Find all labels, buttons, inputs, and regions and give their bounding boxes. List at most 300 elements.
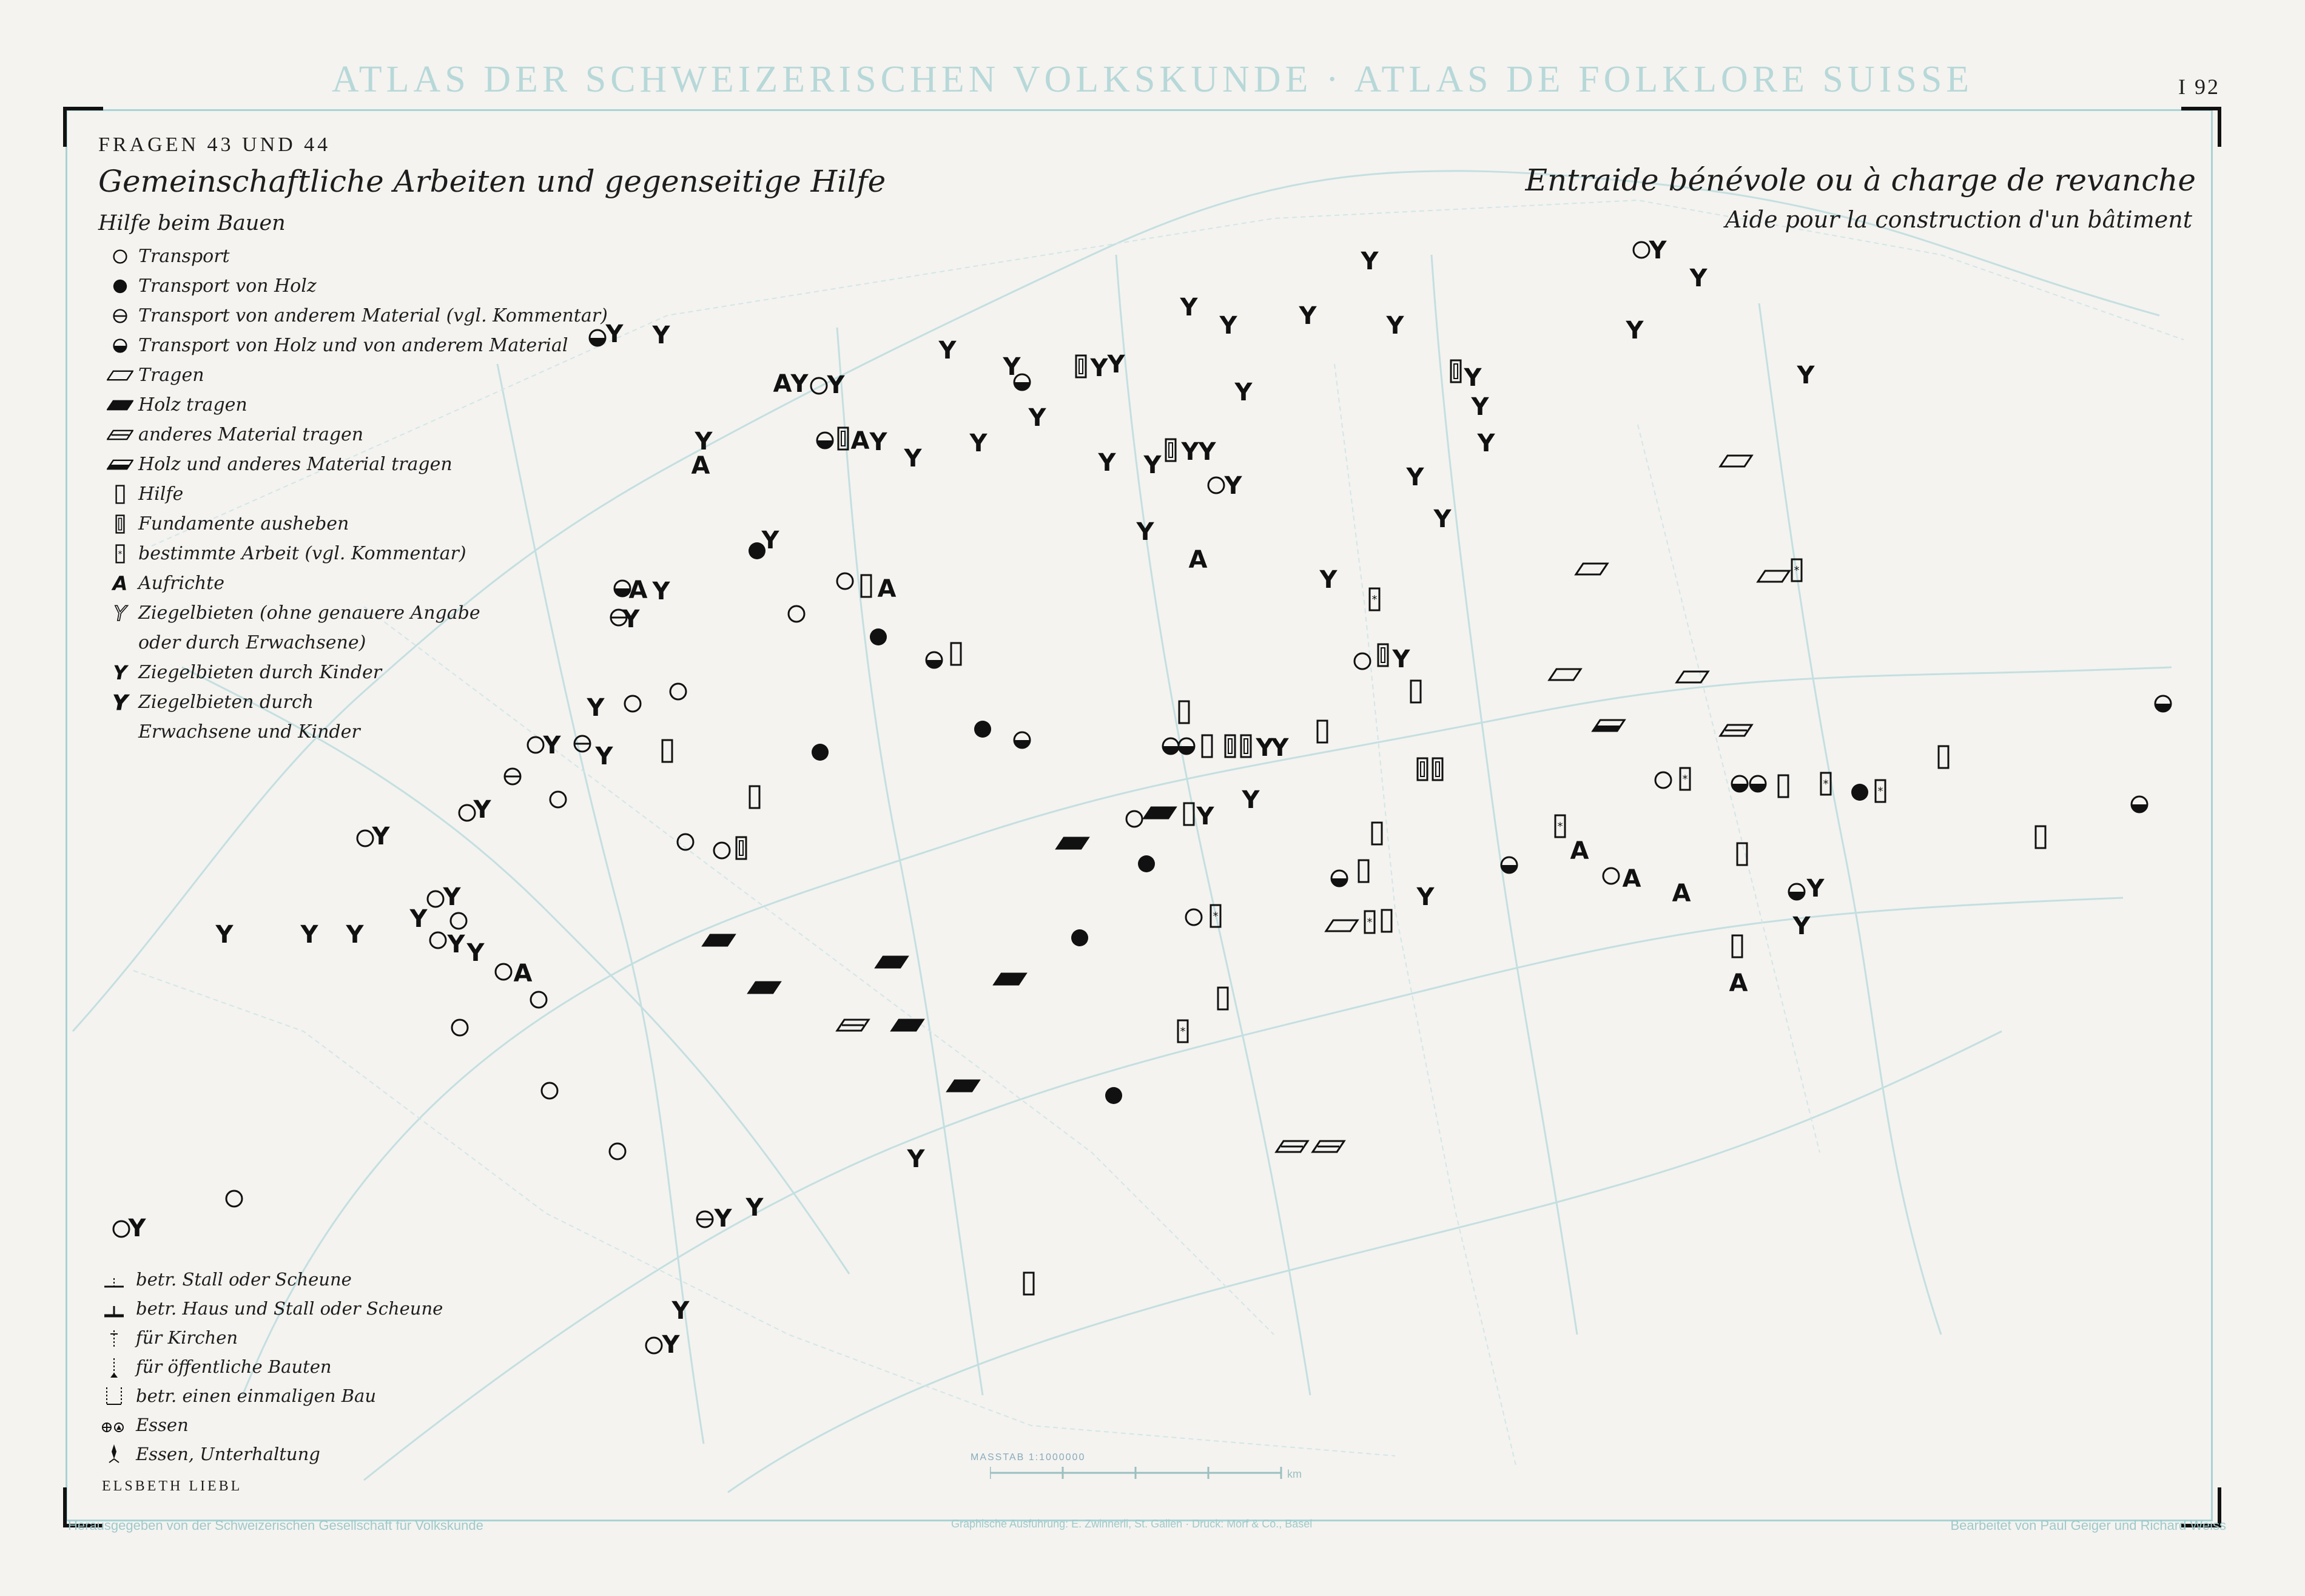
parallelogram-half-symbol <box>1593 720 1624 731</box>
modifier-label: betr. Stall oder Scheune <box>136 1269 352 1290</box>
legend-label: Holz und anderes Material tragen <box>138 454 453 475</box>
svg-text:Y: Y <box>466 939 485 967</box>
ziegelbieten-symbol <box>1464 364 1482 392</box>
circle-open-symbol <box>1126 811 1142 827</box>
aufrichte-symbol <box>1623 865 1641 893</box>
ziegelbieten-symbol <box>938 337 957 365</box>
rect-open-symbol <box>951 643 961 665</box>
ziegelbieten-symbol <box>1806 875 1825 903</box>
rect-open-symbol <box>1737 843 1747 865</box>
svg-text:Y: Y <box>1242 786 1260 814</box>
rect-star-symbol <box>1792 559 1802 581</box>
svg-text:*: * <box>1213 910 1219 923</box>
svg-text:Y: Y <box>1392 645 1410 673</box>
svg-text:Y: Y <box>1689 264 1708 292</box>
parallelogram-filled-symbol <box>947 1080 979 1091</box>
ziegelbieten-symbol <box>1477 429 1496 457</box>
printer-credit: Graphische Ausführung: E. Zwinnerli, St. Gallen · Druck: Morf & Co., Basel <box>951 1518 1313 1530</box>
ziegelbieten-symbol <box>1689 264 1708 292</box>
ziegelbieten-symbol <box>1098 449 1117 477</box>
parallelogram-bar-symbol <box>837 1020 869 1031</box>
rect-open-symbol <box>1202 735 1212 757</box>
ziegelbieten-symbol <box>543 732 562 759</box>
ziegelbieten-symbol <box>1386 312 1405 340</box>
legend-label: Transport von Holz und von anderem Material <box>138 335 568 356</box>
rect-open-symbol <box>1179 701 1189 723</box>
aufrichte-symbol <box>1672 880 1691 907</box>
ziegelbieten-symbol <box>761 527 780 554</box>
svg-text:Y: Y <box>1198 438 1216 466</box>
circle-half-symbol <box>2155 696 2171 712</box>
svg-text:Y: Y <box>113 601 127 626</box>
circle-open-symbol <box>1208 477 1224 493</box>
questions-label: FRAGEN 43 UND 44 <box>98 133 331 156</box>
svg-text:A: A <box>1729 969 1748 997</box>
svg-text:Y: Y <box>1028 404 1046 432</box>
legend-label: Ziegelbieten (ohne genauere Angabe <box>138 602 480 624</box>
ziegelbieten-symbol <box>662 1331 681 1359</box>
svg-text:Y: Y <box>1649 237 1667 264</box>
svg-text:Y: Y <box>1386 312 1404 340</box>
svg-text:A: A <box>1622 865 1641 893</box>
ziegelbieten-symbol <box>1234 379 1253 406</box>
circle-open-symbol <box>542 1083 557 1099</box>
rect-double-symbol <box>1225 735 1235 757</box>
svg-text:Y: Y <box>543 732 561 759</box>
ziegelbieten-symbol <box>300 921 319 949</box>
publisher-credit: Herausgegeben von der Schweizerischen Gesellschaft für Volkskunde <box>68 1518 483 1533</box>
ziegelbieten-symbol <box>215 921 234 949</box>
circle-open-symbol <box>1186 909 1202 925</box>
rect-star-symbol <box>1365 911 1375 933</box>
rect-open-symbol <box>1024 1273 1034 1295</box>
scale-unit: km <box>1287 1468 1302 1480</box>
ziegelbieten-symbol <box>1181 438 1200 466</box>
author: ELSBETH LIEBL <box>102 1478 243 1494</box>
rect-double-symbol <box>838 428 848 450</box>
svg-text:Y: Y <box>662 1331 680 1359</box>
aufrichte-symbol <box>878 575 897 603</box>
svg-text:Y: Y <box>1806 875 1825 903</box>
circle-bar-symbol <box>574 736 590 752</box>
parallelogram-filled-symbol <box>1057 838 1088 849</box>
svg-text:Y: Y <box>1003 353 1021 381</box>
rect-star-symbol <box>1680 768 1690 790</box>
ziegelbieten-symbol <box>372 823 391 850</box>
circle-open-symbol <box>496 964 511 980</box>
svg-text:Y: Y <box>827 371 845 399</box>
circle-half-symbol <box>2132 796 2147 812</box>
svg-text:Y: Y <box>1477 429 1495 457</box>
rect-open-symbol <box>1184 803 1194 825</box>
ziegelbieten-symbol <box>1649 237 1667 264</box>
svg-text:Y: Y <box>1626 317 1644 345</box>
svg-text:Y: Y <box>1416 883 1435 911</box>
ziegelbieten-symbol <box>1299 302 1317 330</box>
circle-half-symbol <box>1732 776 1748 792</box>
rect-double-symbol <box>736 837 746 859</box>
svg-text:Y: Y <box>904 445 922 473</box>
parallelogram-open-symbol <box>1720 456 1752 466</box>
title-german: Gemeinschaftliche Arbeiten und gegenseitige Hilfe <box>98 164 886 199</box>
subtitle-french: Aide pour la construction d'un bâtiment <box>1725 206 2192 233</box>
svg-text:Y: Y <box>938 337 957 365</box>
svg-text:Y: Y <box>969 429 988 457</box>
svg-text:Y: Y <box>1797 362 1815 389</box>
ziegelbieten-symbol <box>714 1205 733 1233</box>
svg-text:Y: Y <box>761 527 779 554</box>
rect-open-symbol <box>1732 935 1742 957</box>
rect-star-symbol <box>1876 780 1885 802</box>
rect-open-symbol <box>1359 860 1368 882</box>
rect-open-symbol <box>1382 910 1391 932</box>
ziegelbieten-symbol <box>622 605 641 633</box>
circle-bar-symbol <box>505 769 520 784</box>
svg-text:Y: Y <box>113 661 127 684</box>
rect-double-symbol <box>1076 355 1086 377</box>
parallelogram-open-symbol <box>1576 564 1607 574</box>
svg-text:Y: Y <box>671 1297 690 1325</box>
svg-text:A: A <box>691 452 710 480</box>
svg-text:Y: Y <box>346 921 364 949</box>
rect-open-symbol <box>2036 826 2045 848</box>
circle-open-symbol <box>528 737 543 753</box>
rect-open-symbol <box>1778 775 1788 797</box>
circle-half-symbol <box>1501 857 1517 873</box>
circle-filled-symbol <box>974 721 991 738</box>
svg-text:Y: Y <box>790 370 809 398</box>
legend-label: Erwachsene und Kinder <box>138 721 360 742</box>
ziegelbieten-symbol <box>1797 362 1815 389</box>
rect-open-symbol <box>861 575 871 597</box>
circle-half-symbol <box>1014 374 1030 390</box>
ziegelbieten-symbol <box>346 921 365 949</box>
svg-text:Y: Y <box>907 1145 925 1173</box>
svg-text:A: A <box>513 960 533 988</box>
svg-text:*: * <box>1367 916 1373 929</box>
rect-open-symbol <box>1411 681 1421 702</box>
ziegelbieten-symbol <box>904 445 923 473</box>
circle-open-symbol <box>430 932 446 948</box>
legend-label: anderes Material tragen <box>138 424 364 445</box>
modifier-label: Essen <box>136 1415 189 1435</box>
svg-text:Y: Y <box>128 1214 146 1242</box>
circle-filled-symbol <box>1105 1087 1122 1104</box>
rect-star-symbol <box>1555 815 1565 837</box>
svg-text:A: A <box>1672 880 1691 907</box>
svg-text:Y: Y <box>695 428 713 456</box>
circle-half-symbol <box>1750 776 1766 792</box>
parallelogram-open-symbol <box>1326 920 1358 931</box>
ziegelbieten-symbol <box>1003 353 1021 381</box>
circle-filled-symbol <box>1071 929 1088 946</box>
svg-text:Y: Y <box>587 694 605 722</box>
svg-text:Y: Y <box>1107 351 1125 379</box>
svg-text:Y: Y <box>1136 518 1154 546</box>
parallelogram-filled-symbol <box>1144 807 1176 818</box>
parallelogram-filled-symbol <box>749 982 780 993</box>
svg-text:Y: Y <box>112 690 128 715</box>
circle-half-symbol <box>1331 870 1347 886</box>
ziegelbieten-symbol <box>1406 463 1425 491</box>
ziegelbieten-symbol <box>790 370 809 398</box>
legend-label: Fundamente ausheben <box>138 513 349 534</box>
ziegelbieten-symbol <box>1196 803 1215 830</box>
aufrichte-symbol <box>514 960 533 988</box>
ziegelbieten-symbol <box>652 577 671 605</box>
circle-open-symbol <box>550 792 566 807</box>
circle-half-symbol <box>614 581 630 596</box>
ziegelbieten-symbol <box>1271 734 1290 762</box>
svg-text:A: A <box>628 576 648 604</box>
circle-open-symbol <box>811 378 827 394</box>
circle-open-symbol <box>610 1143 625 1159</box>
rect-open-symbol <box>1939 746 1948 768</box>
svg-text:Y: Y <box>372 823 390 850</box>
rect-double-symbol <box>1166 439 1176 461</box>
svg-text:Y: Y <box>409 905 428 933</box>
modifier-label: betr. Haus und Stall oder Scheune <box>136 1298 443 1319</box>
svg-text:*: * <box>1823 778 1829 790</box>
circle-open-symbol <box>837 573 853 589</box>
svg-text:Y: Y <box>605 320 624 348</box>
parallelogram-bar-symbol <box>1276 1141 1308 1152</box>
svg-text:Y: Y <box>1406 463 1424 491</box>
svg-text:Y: Y <box>1271 734 1289 762</box>
svg-text:Y: Y <box>215 921 234 949</box>
ziegelbieten-symbol <box>1180 294 1199 322</box>
ziegelbieten-symbol <box>745 1194 764 1222</box>
svg-text:Y: Y <box>1234 379 1253 406</box>
circle-open-symbol <box>646 1338 662 1353</box>
ziegelbieten-symbol <box>447 931 466 958</box>
legend-label: Aufrichte <box>138 573 224 594</box>
ziegelbieten-symbol <box>1392 645 1411 673</box>
circle-open-symbol <box>789 606 804 622</box>
circle-filled-symbol <box>1851 784 1868 801</box>
svg-text:Y: Y <box>1361 247 1379 275</box>
circle-open-symbol <box>625 696 641 712</box>
svg-text:Y: Y <box>745 1194 764 1222</box>
ziegelbieten-symbol <box>1792 912 1811 940</box>
circle-filled-symbol <box>870 628 887 645</box>
ziegelbieten-symbol <box>1136 518 1155 546</box>
legend-label: Transport <box>138 246 230 267</box>
legend-label: Ziegelbieten durch Kinder <box>138 662 382 683</box>
aufrichte-symbol <box>1189 546 1208 574</box>
circle-open-symbol <box>357 830 373 846</box>
sheet-number: I 92 <box>2178 75 2220 99</box>
rect-double-symbol <box>1418 758 1427 780</box>
circle-filled-symbol <box>1138 855 1155 872</box>
circle-open-symbol <box>459 805 475 821</box>
svg-text:Y: Y <box>1299 302 1317 330</box>
circle-open-symbol <box>531 992 547 1008</box>
svg-text:Y: Y <box>1464 364 1482 392</box>
rect-double-symbol <box>1433 758 1442 780</box>
circle-half-symbol <box>1179 738 1194 754</box>
parallelogram-filled-symbol <box>876 957 907 968</box>
aufrichte-symbol <box>1570 837 1589 865</box>
ziegelbieten-symbol <box>1361 247 1379 275</box>
legend-label: Transport von Holz <box>138 275 317 297</box>
ziegelbieten-symbol <box>1433 505 1452 533</box>
svg-text:A: A <box>877 575 897 603</box>
ziegelbieten-symbol <box>595 742 614 770</box>
circle-half-symbol <box>1014 732 1030 748</box>
ziegelbieten-symbol <box>907 1145 926 1173</box>
circle-open-symbol <box>113 1221 129 1237</box>
title-french: Entraide bénévole ou à charge de revanche <box>1525 163 2196 198</box>
legend-label: Hilfe <box>138 483 184 505</box>
parallelogram-bar-symbol <box>1720 725 1752 736</box>
circle-bar-symbol <box>697 1211 713 1227</box>
svg-text:Y: Y <box>473 796 491 824</box>
parallelogram-open-symbol <box>1677 672 1708 682</box>
circle-open-symbol <box>452 1020 468 1035</box>
ziegelbieten-symbol <box>969 429 988 457</box>
ziegelbieten-symbol <box>1028 404 1047 432</box>
legend-label: Transport von anderem Material (vgl. Kommentar) <box>138 305 608 326</box>
circle-open-symbol <box>226 1191 242 1207</box>
svg-text:Y: Y <box>1180 294 1198 322</box>
svg-text:Y: Y <box>1181 438 1199 466</box>
circle-half-symbol <box>590 330 605 346</box>
svg-text:Y: Y <box>1143 451 1162 479</box>
ziegelbieten-symbol <box>1143 451 1162 479</box>
svg-text:Y: Y <box>443 883 461 911</box>
svg-text:Y: Y <box>1256 734 1274 762</box>
svg-text:Y: Y <box>1224 472 1242 500</box>
circle-open-symbol <box>451 913 466 929</box>
svg-text:Y: Y <box>1433 505 1452 533</box>
svg-text:A: A <box>112 571 128 595</box>
svg-text:Y: Y <box>1098 449 1116 477</box>
rect-open-symbol <box>662 740 672 762</box>
circle-open-symbol <box>1655 772 1671 788</box>
circle-open-symbol <box>1603 868 1619 884</box>
svg-text:*: * <box>1557 820 1563 833</box>
rect-open-symbol <box>1317 721 1327 742</box>
rect-star-symbol <box>1370 588 1379 610</box>
ziegelbieten-symbol <box>409 905 428 933</box>
svg-text:*: * <box>1877 785 1883 798</box>
aufrichte-symbol <box>1729 969 1748 997</box>
circle-open-symbol <box>1354 653 1370 669</box>
ziegelbieten-symbol <box>671 1297 690 1325</box>
ziegelbieten-symbol <box>587 694 605 722</box>
ziegelbieten-symbol <box>605 320 624 348</box>
svg-text:A: A <box>1188 546 1208 574</box>
legend-label: oder durch Erwachsene) <box>138 632 366 653</box>
svg-text:Y: Y <box>447 931 465 958</box>
ziegelbieten-symbol <box>1319 566 1338 594</box>
legend-label: Tragen <box>138 365 204 386</box>
subtitle-german: Hilfe beim Bauen <box>98 211 286 235</box>
rect-open-symbol <box>1372 823 1382 844</box>
svg-text:Y: Y <box>1792 912 1811 940</box>
parallelogram-open-symbol <box>1549 669 1581 680</box>
ziegelbieten-symbol <box>1242 786 1260 814</box>
ziegelbieten-symbol <box>1198 438 1217 466</box>
svg-text:A: A <box>850 427 870 455</box>
circle-filled-symbol <box>812 744 829 761</box>
parallelogram-filled-symbol <box>892 1020 923 1031</box>
atlas-title: ATLAS DER SCHWEIZERISCHEN VOLKSKUNDE · ATLAS DE FOLKLORE SUISSE <box>331 59 1974 100</box>
ziegelbieten-symbol <box>1219 312 1238 340</box>
ziegelbieten-symbol <box>827 371 846 399</box>
circle-open-symbol <box>670 684 686 699</box>
circle-half-symbol <box>1163 738 1179 754</box>
svg-text:*: * <box>1682 773 1688 786</box>
rect-open-symbol <box>750 786 759 808</box>
parallelogram-open-symbol <box>1758 571 1789 582</box>
ziegelbieten-symbol <box>1626 317 1644 345</box>
circle-open-symbol <box>678 834 693 850</box>
rect-double-symbol <box>1378 644 1388 666</box>
svg-text:A: A <box>1570 837 1589 865</box>
rect-double-symbol <box>1451 360 1461 382</box>
svg-text:Y: Y <box>652 322 670 349</box>
svg-text:Y: Y <box>300 921 318 949</box>
ziegelbieten-symbol <box>473 796 492 824</box>
legend-label: Holz tragen <box>138 394 247 416</box>
circle-open-symbol <box>428 891 443 907</box>
parallelogram-filled-symbol <box>703 935 735 946</box>
ziegelbieten-symbol <box>869 428 888 456</box>
svg-text:Y: Y <box>1090 354 1108 382</box>
aufrichte-symbol <box>773 370 792 398</box>
modifier-label: für öffentliche Bauten <box>136 1356 332 1377</box>
circle-half-symbol <box>926 652 942 668</box>
aufrichte-symbol <box>692 452 710 480</box>
rect-open-symbol <box>1218 988 1228 1009</box>
ziegelbieten-symbol <box>1107 351 1126 379</box>
rect-star-symbol <box>1211 905 1220 927</box>
rect-double-symbol <box>1241 735 1251 757</box>
ziegelbieten-symbol <box>466 939 485 967</box>
ziegelbieten-symbol <box>652 322 671 349</box>
svg-text:*: * <box>118 549 123 559</box>
ziegelbieten-symbol <box>1090 354 1109 382</box>
circle-open-symbol <box>714 843 730 858</box>
ziegelbieten-symbol <box>1471 393 1490 421</box>
svg-text:Y: Y <box>1471 393 1489 421</box>
modifier-label: Essen, Unterhaltung <box>136 1444 320 1464</box>
modifier-label: für Kirchen <box>136 1327 238 1348</box>
ziegelbieten-symbol <box>1416 883 1435 911</box>
ziegelbieten-symbol <box>1224 472 1243 500</box>
svg-text:A: A <box>773 370 792 398</box>
modifier-label: betr. einen einmaligen Bau <box>136 1386 377 1406</box>
svg-text:*: * <box>1794 564 1800 577</box>
aufrichte-symbol <box>851 427 870 455</box>
svg-text:Y: Y <box>1319 566 1338 594</box>
editors-credit: Bearbeitet von Paul Geiger und Richard Weiss <box>1950 1518 2226 1533</box>
ziegelbieten-symbol <box>443 883 462 911</box>
parallelogram-bar-symbol <box>1313 1141 1344 1152</box>
svg-text:Y: Y <box>652 577 670 605</box>
aufrichte-symbol <box>629 576 648 604</box>
circle-half-symbol <box>1789 884 1805 900</box>
legend-label: bestimmte Arbeit (vgl. Kommentar) <box>138 543 466 564</box>
svg-text:*: * <box>1371 593 1378 606</box>
svg-text:Y: Y <box>1219 312 1237 340</box>
scale-label: MASSTAB 1:1000000 <box>971 1452 1086 1463</box>
parallelogram-filled-symbol <box>994 974 1026 985</box>
svg-text:*: * <box>1180 1025 1186 1038</box>
circle-open-symbol <box>1634 242 1649 258</box>
